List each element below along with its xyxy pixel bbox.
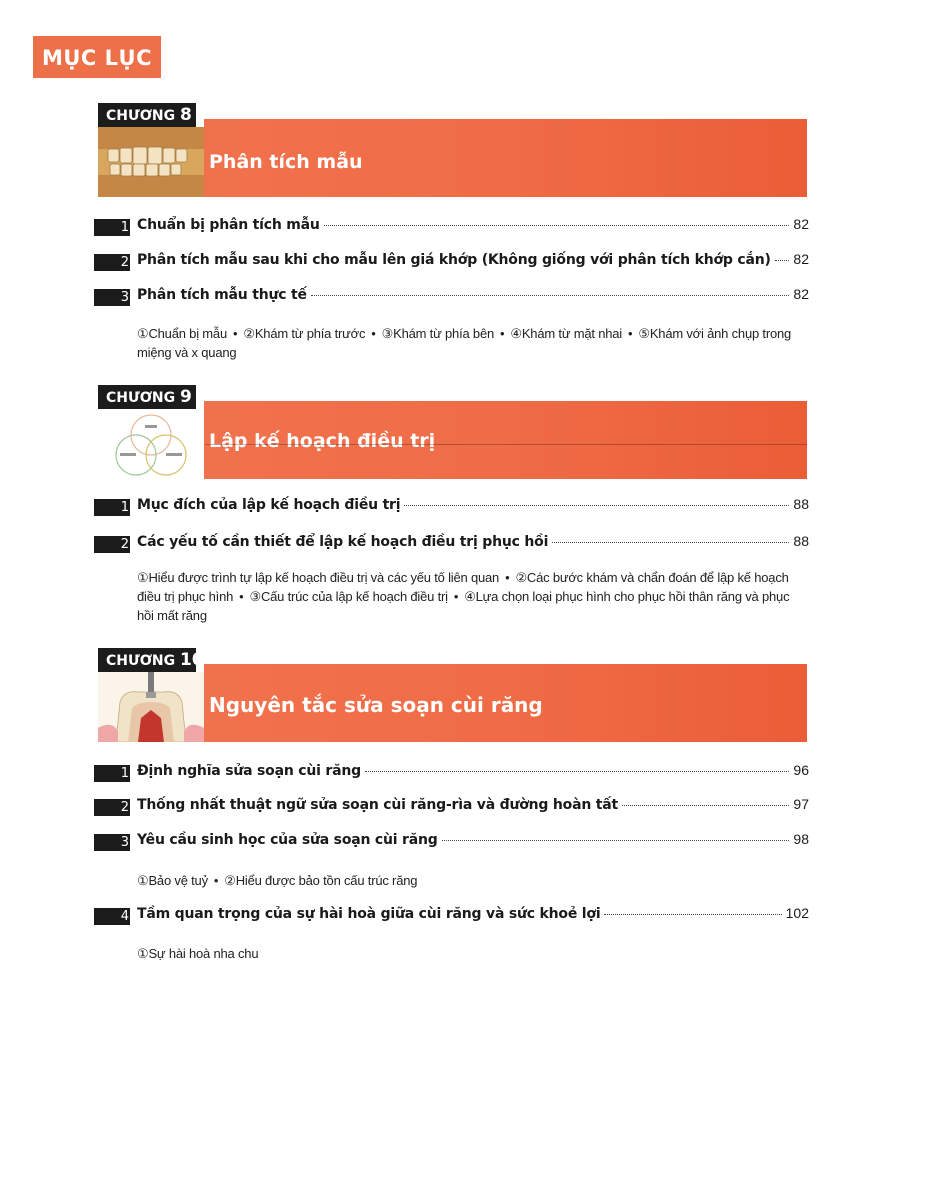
subtopic-list: ①Chuẩn bị mẫu • ②Khám từ phía trước • ③Khám từ phía bên • ④Khám từ mặt nhai • ⑤Khám với ảnh chụp trong miệng và x quang bbox=[137, 326, 792, 360]
toc-entry[interactable] bbox=[94, 796, 809, 820]
page-number: 102 bbox=[785, 905, 809, 921]
strike-line bbox=[205, 444, 807, 445]
page-number: 82 bbox=[793, 216, 809, 232]
chapter-title: Lập kế hoạch điều trị bbox=[209, 430, 436, 452]
section-number: 1 bbox=[94, 219, 130, 236]
section-number: 4 bbox=[94, 908, 130, 925]
section-number: 2 bbox=[94, 254, 130, 271]
subtopic: ④Lựa chọn loại phục hình cho phục hồi thân răng và phục hồi mất răng bbox=[137, 589, 790, 623]
subtopic: ①Chuẩn bị mẫu bbox=[137, 326, 227, 341]
section-title: Phân tích mẫu sau khi cho mẫu lên giá khớp (Không giống với phân tích khớp cắn) bbox=[137, 252, 771, 268]
section-number: 3 bbox=[94, 834, 130, 851]
dot-leader bbox=[365, 771, 789, 772]
subtopic-list: ①Bảo vệ tuỷ • ②Hiểu được bảo tồn cấu trúc răng bbox=[137, 873, 418, 888]
toc-entry[interactable] bbox=[94, 251, 809, 275]
section-title: Tầm quan trọng của sự hài hoà giữa cùi răng và sức khoẻ lợi bbox=[137, 906, 601, 922]
section-title: Định nghĩa sửa soạn cùi răng bbox=[137, 763, 361, 779]
tooth-prep-image bbox=[98, 672, 204, 742]
section-title: Chuẩn bị phân tích mẫu bbox=[137, 217, 320, 233]
subtopic: ④Khám từ mặt nhai bbox=[510, 326, 622, 341]
subtopic: ③Cấu trúc của lập kế hoạch điều trị bbox=[249, 589, 448, 604]
toc-entry[interactable] bbox=[94, 905, 809, 929]
toc-entry[interactable] bbox=[94, 533, 809, 557]
subtopic: ③Khám từ phía bên bbox=[381, 326, 495, 341]
subtopic: ②Khám từ phía trước bbox=[243, 326, 366, 341]
section-number: 1 bbox=[94, 499, 130, 516]
toc-entry[interactable] bbox=[94, 831, 809, 855]
section-number: 3 bbox=[94, 289, 130, 306]
page-number: 96 bbox=[793, 762, 809, 778]
toc-entry[interactable] bbox=[94, 216, 809, 240]
section-title: Yêu cầu sinh học của sửa soạn cùi răng bbox=[137, 832, 438, 848]
chapter-banner bbox=[95, 401, 807, 479]
chapter-label: CHƯƠNG 8 bbox=[98, 103, 196, 127]
teeth-image bbox=[98, 127, 204, 197]
section-title: Các yếu tố cần thiết để lập kế hoạch điều trị phục hồi bbox=[137, 534, 549, 550]
page-number: 98 bbox=[793, 831, 809, 847]
toc-entry[interactable] bbox=[94, 286, 809, 310]
page-number: 88 bbox=[793, 533, 809, 549]
subtopic: ①Hiểu được trình tự lập kế hoạch điều trị và các yếu tố liên quan bbox=[137, 570, 500, 585]
chapter-banner bbox=[95, 119, 807, 197]
chapter-label: CHƯƠNG 10 bbox=[98, 648, 196, 672]
subtopic: ②Hiểu được bảo tồn cấu trúc răng bbox=[224, 873, 418, 888]
chapter-9 bbox=[95, 385, 807, 495]
page-number: 97 bbox=[793, 796, 809, 812]
section-title: Phân tích mẫu thực tế bbox=[137, 287, 307, 303]
page-number: 82 bbox=[793, 251, 809, 267]
dot-leader bbox=[552, 542, 789, 543]
subtopic-list bbox=[137, 944, 809, 963]
dot-leader bbox=[404, 505, 789, 506]
dot-leader bbox=[324, 225, 790, 226]
page-number: 88 bbox=[793, 496, 809, 512]
subtopic: ①Bảo vệ tuỷ bbox=[137, 873, 208, 888]
chapter-title: Phân tích mẫu bbox=[209, 151, 363, 173]
chapter-banner bbox=[95, 664, 807, 742]
section-title: Thống nhất thuật ngữ sửa soạn cùi răng-rìa và đường hoàn tất bbox=[137, 797, 619, 813]
toc-entry[interactable] bbox=[94, 762, 809, 786]
dot-leader bbox=[622, 805, 789, 806]
subtopic: ①Sự hài hoà nha chu bbox=[137, 946, 259, 961]
dot-leader bbox=[775, 260, 790, 261]
toc-title: MỤC LỤC bbox=[33, 36, 161, 78]
chapter-10 bbox=[95, 648, 807, 758]
section-title: Mục đích của lập kế hoạch điều trị bbox=[137, 497, 401, 513]
dot-leader bbox=[442, 840, 790, 841]
chapter-8 bbox=[95, 103, 807, 213]
venn-diagram-image bbox=[98, 409, 204, 479]
dot-leader bbox=[311, 295, 790, 296]
section-number: 1 bbox=[94, 765, 130, 782]
section-number: 2 bbox=[94, 536, 130, 553]
chapter-label: CHƯƠNG 9 bbox=[98, 385, 196, 409]
chapter-title: Nguyên tắc sửa soạn cùi răng bbox=[209, 693, 543, 717]
dot-leader bbox=[604, 914, 781, 915]
subtopic-list: ①Hiểu được trình tự lập kế hoạch điều trị và các yếu tố liên quan • ②Các bước khám và chẩn đoán để lập kế hoạch điều trị phục hình • ③Cấu trúc của lập kế hoạch điều trị • ④Lựa chọn loại phục hình cho phục hồi thân răng và phục hồi mất răng bbox=[137, 570, 790, 623]
subtopic: ②Các bước khám và chẩn đoán để lập kế hoạch điều trị phục hình bbox=[137, 570, 789, 604]
page-number: 82 bbox=[793, 286, 809, 302]
toc-entry[interactable] bbox=[94, 496, 809, 520]
subtopic: ⑤Khám với ảnh chụp trong miệng và x quang bbox=[137, 326, 792, 360]
section-number: 2 bbox=[94, 799, 130, 816]
